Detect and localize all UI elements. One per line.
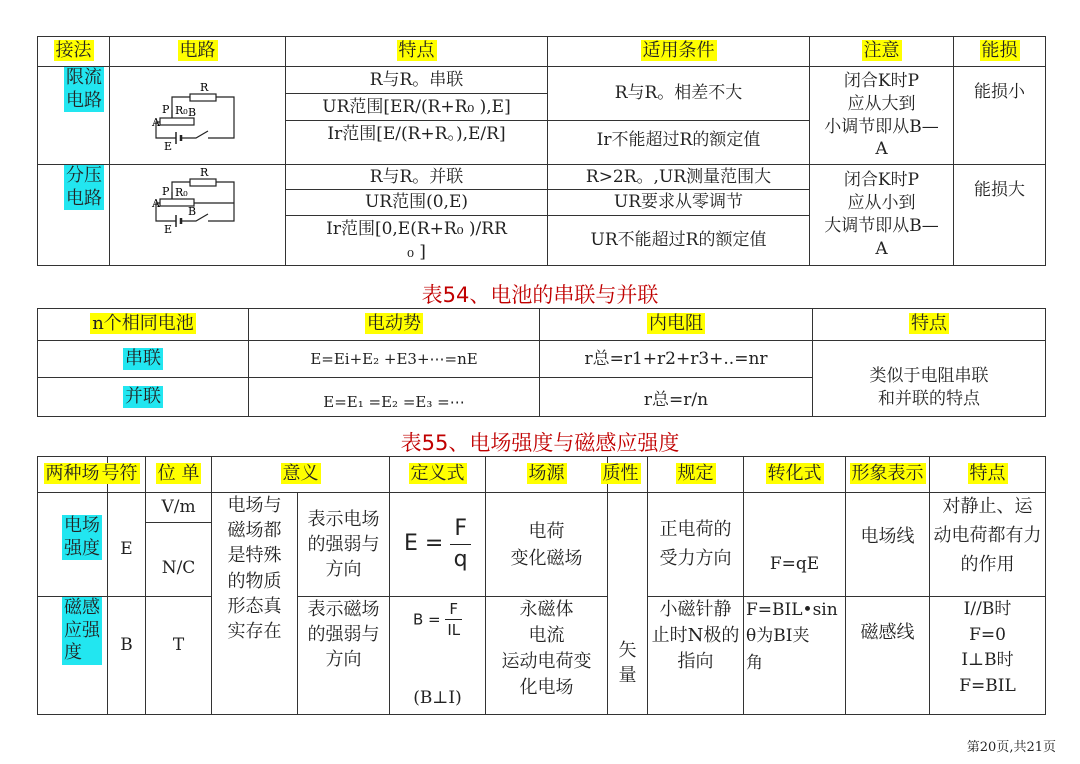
e-rule: 正电荷的 受力方向 (648, 493, 744, 597)
b-definition-formula: B = $\frac{F}{IL}$ (B⊥I) (390, 597, 486, 715)
fenya-tiaojian-3: UR不能超过R的额定值 (548, 216, 810, 266)
fenya-tedian-3: Ir范围[0,E(R+R₀ )/RR ₀ ] (286, 216, 548, 266)
wire-right (212, 182, 234, 221)
fenya-circuit-diagram (110, 165, 286, 266)
header-feature: 特点 (930, 457, 1046, 493)
e-conversion: F=qE (744, 493, 846, 597)
resistor-r-icon (190, 94, 216, 101)
xianliu-circuit-svg (150, 80, 246, 152)
xianliu-circuit-diagram (110, 67, 286, 165)
header-feature: 特点 (813, 309, 1046, 341)
shared-meaning: 电场与 磁场都 是特殊 的物质 形态真 实存在 (212, 493, 298, 715)
e-image: 电场线 (846, 493, 930, 597)
header-two-fields: 两种场 (38, 457, 108, 493)
b-meaning: 表示磁场 的强弱与 方向 (298, 597, 390, 715)
table-54-caption: 表54、电池的串联与并联 (421, 283, 659, 307)
fenya-tiaojian-1: R>2R。,UR测量范围大 (548, 165, 810, 190)
header-n-batteries: n个相同电池 (38, 309, 249, 341)
series-r: r总=r1+r2+r3+..=nr (540, 341, 813, 378)
parallel-r: r总=r/n (540, 378, 813, 417)
header-meaning: 意义 (212, 457, 390, 493)
series-label: 串联 (38, 341, 249, 378)
fenya-zhuyi: 闭合K时P 应从小到 大调节即从B— A (810, 165, 954, 266)
row-label-fenya (38, 165, 110, 266)
b-feature: I//B时 F=0 I⊥B时 F=BIL (930, 597, 1046, 715)
header-internal-r: 内电阻 (540, 309, 813, 341)
fenya-nengsun: 能损大 (954, 165, 1046, 266)
header-tiaojian: 适用条件 (548, 37, 810, 67)
table-55-caption: 表55、电场强度与磁感应强度 (400, 431, 680, 455)
b-conversion: F=BIL•sin θ为BI夹 角 (744, 597, 846, 715)
circuit-comparison-table (37, 36, 1046, 266)
header-zhuyi: 注意 (810, 37, 954, 67)
fenya-tiaojian-2: UR要求从零调节 (548, 190, 810, 216)
header-tedian: 特点 (286, 37, 548, 67)
field-strength-table (37, 456, 1046, 715)
xianliu-tiaojian-2: Ir不能超过R的额定值 (548, 121, 810, 165)
label-b: B (187, 205, 196, 218)
parallel-emf: E=E₁ =E₂ =E₃ =⋯ (249, 378, 540, 417)
b-rule: 小磁针静 止时N极的 指向 (648, 597, 744, 715)
b-image: 磁感线 (846, 597, 930, 715)
xianliu-zhuyi: 闭合K时P 应从大到 小调节即从B— A (810, 67, 954, 165)
label-e: E (163, 139, 172, 153)
header-source: 场源 (486, 457, 608, 493)
resistor-r-icon (190, 179, 216, 186)
battery-feature: 类似于电阻串联 和并联的特点 (813, 341, 1046, 417)
fenya-tedian-1: R与R。并联 (286, 165, 548, 190)
b-condition: (B⊥I) (413, 687, 462, 708)
header-emf: 电动势 (249, 309, 540, 341)
xianliu-tedian-3: Ir范围[E/(R+R。),E/R] (286, 121, 548, 165)
label-p: P (161, 185, 169, 198)
b-fraction: $\frac{F}{IL}$ (447, 600, 461, 640)
b-source: 永磁体 电流 运动电荷变 化电场 (486, 597, 608, 715)
wire-right (212, 97, 234, 138)
header-dianlu: 电路 (110, 37, 286, 67)
header-jiefa: 接法 (38, 37, 110, 67)
e-unit-1: V/m (146, 493, 212, 523)
e-source: 电荷 变化磁场 (486, 493, 608, 597)
switch-k-icon (181, 131, 212, 138)
header-nature: 质性 (608, 457, 648, 493)
label-e: E (163, 223, 172, 236)
xianliu-tiaojian-1: R与R。相差不大 (548, 67, 810, 121)
parallel-label: 并联 (38, 378, 249, 417)
header-nengsun: 能损 (954, 37, 1046, 67)
e-feature: 对静止、运 动电荷都有力 的作用 (930, 493, 1046, 597)
label-b: B (187, 105, 196, 119)
b-field-label: 磁感 应强 度 (38, 597, 108, 715)
label-r: R (199, 80, 208, 94)
switch-k-icon (181, 214, 212, 221)
fenya-circuit-svg (150, 167, 246, 235)
vector-nature: 矢 量 (608, 493, 648, 715)
label-a: A (151, 115, 160, 129)
row-label-text: 分压 电路 (66, 165, 102, 209)
header-image: 形象表示 (846, 457, 930, 493)
label-a: A (151, 197, 160, 210)
e-symbol: E (108, 493, 146, 597)
xianliu-nengsun: 能损小 (954, 67, 1046, 165)
header-definition: 定义式 (390, 457, 486, 493)
battery-series-parallel-table (37, 308, 1046, 417)
row-label-xianliu (38, 67, 110, 165)
label-p: P (161, 102, 169, 116)
b-symbol: B (108, 597, 146, 715)
header-rule: 规定 (648, 457, 744, 493)
label-r: R (199, 166, 208, 179)
row-label-text: 限流 电路 (66, 67, 102, 111)
rheostat-icon (160, 118, 194, 125)
xianliu-tedian-2: UR范围[ER/(R+R₀ ),E] (286, 94, 548, 121)
header-conversion: 转化式 (744, 457, 846, 493)
e-definition-formula: E = $\frac{F}{q}$ (390, 493, 486, 597)
xianliu-tedian-1: R与R。串联 (286, 67, 548, 94)
e-meaning: 表示电场 的强弱与 方向 (298, 493, 390, 597)
label-r0: R₀ (174, 186, 188, 199)
e-fraction: $\frac{F}{q}$ (450, 514, 471, 574)
fenya-tedian-2: UR范围(0,E) (286, 190, 548, 216)
header-unit: 位 单 (146, 457, 212, 493)
label-r0: R₀ (174, 103, 188, 117)
series-emf: E=Ei+E₂ +E3+⋯=nE (249, 341, 540, 378)
e-unit-2: N/C (146, 523, 212, 597)
b-unit: T (146, 597, 212, 715)
header-symbol: 号符 (108, 457, 146, 493)
e-field-label: 电场 强度 (38, 493, 108, 597)
page-number: 第20页,共21页 (966, 740, 1056, 755)
